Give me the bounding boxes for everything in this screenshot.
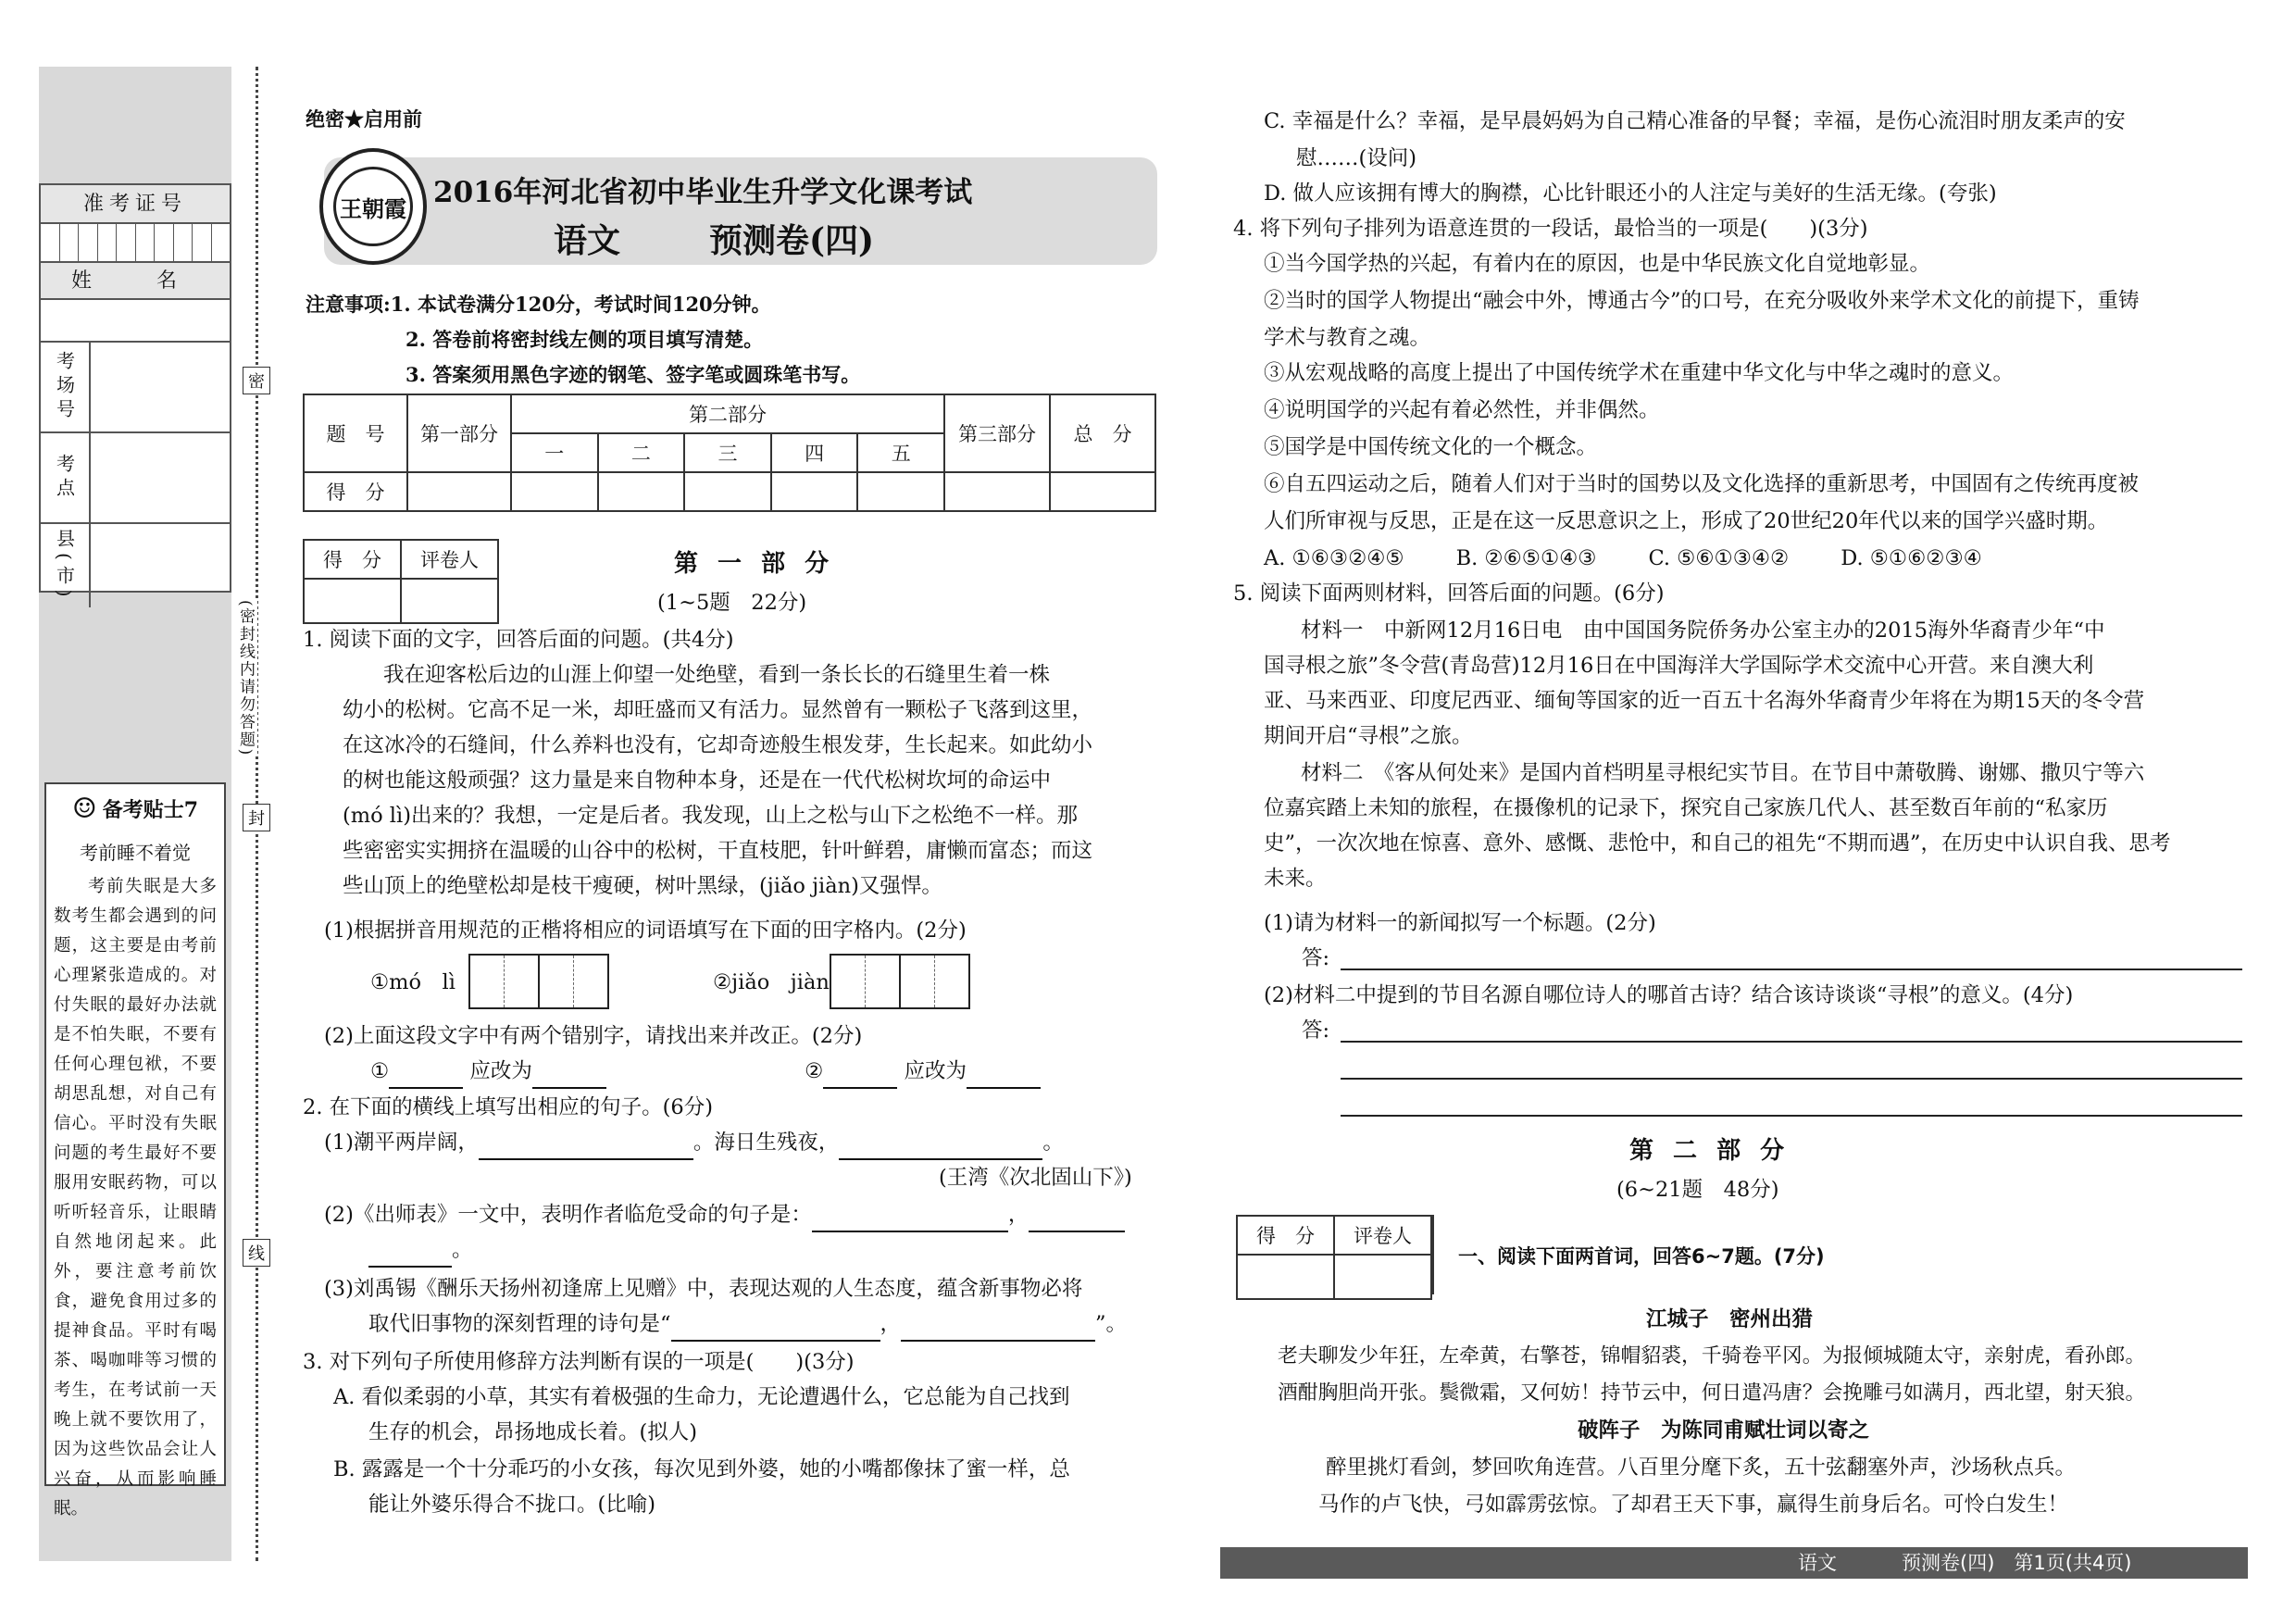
passage-line: (mó lì)出来的？我想，一定是后者。我发现，山上之松与山下之松绝不一样。那 (343, 804, 1078, 828)
grader-label: 评卷人 (1334, 1216, 1431, 1255)
tips-header (46, 784, 224, 832)
q4-option-B[interactable]: B. ②⑥⑤①④③ (1455, 546, 1597, 570)
q2-s3a: (3)刘禹锡《酬乐天扬州初逢席上见赠》中，表现达观的人生态度，蕴含新事物必将 (324, 1277, 1083, 1301)
material-2-line: 史”，一次次地在惊喜、意外、感慨、悲怆中，和自己的祖先“不期而遇”，在历史中认识自我、思考 (1264, 831, 2171, 856)
score-cell[interactable] (771, 472, 858, 511)
q3-B1: B. 露露是一个十分乖巧的小女孩，每次见到外婆，她的小嘴都像抹了蜜一样，总 (333, 1457, 1070, 1481)
candidate-info-box (39, 183, 231, 603)
q2-s1-source: (王湾《次北固山下》) (939, 1166, 1132, 1190)
footer-paper: 预测卷(四) (1902, 1552, 1995, 1574)
score-cell[interactable] (511, 472, 598, 511)
material-2 (1264, 756, 2171, 896)
q4-option-C[interactable]: C. ⑤⑥①③④② (1648, 546, 1790, 570)
notes-item-1: 1. 本试卷满分120分，考试时间120分钟。 (390, 293, 771, 316)
seal-char-mi: 密 (243, 367, 270, 394)
grader-box-divider (1432, 1215, 1434, 1294)
part2-header: 第二部分 (511, 394, 944, 433)
tips-text: 考前失眠是大多数考生都会遇到的问题，这主要是由考前心理紧张造成的。对付失眠的最好办法就是不怕失眠，不要有任何心理包袱，不要胡思乱想，对自己有信心。平时没有失眠问题的考生最好不要服用安眠药物，可以听听轻音乐，让眼睛自然地闭起来。此外，要注意考前饮食，避免食用过多的提神食品。平时有喝茶、喝咖啡等习惯的考生，在考试前一天晚上就不要饮用了，因为这些饮品会让人兴奋，从而影响睡眠。 (54, 877, 217, 1518)
material-2-line: 材料二 《客从何处来》是国内首档明星寻根纪实节目。在节目中萧敬腾、谢娜、撒贝宁等六 (1301, 761, 2145, 785)
ticket-number-label: 准考证号 (41, 185, 230, 224)
score-cell[interactable] (598, 472, 685, 511)
q3-B2: 能让外婆乐得合不拢口。(比喻) (368, 1493, 656, 1517)
material-1-line: 材料一 中新网12月16日电 由中国国务院侨务办公室主办的2015海外华裔青少年“中 (1301, 619, 2105, 643)
q5-answer-line-4[interactable] (1341, 1115, 2242, 1117)
q2-s3-end: ”。 (1095, 1312, 1128, 1336)
q5-answer-label-1: 答: (1302, 946, 1330, 970)
grader-score-cell[interactable] (304, 579, 401, 623)
q4-options (1264, 541, 1982, 576)
q1-stem: 1. 阅读下面的文字，回答后面的问题。(共4分) (303, 628, 734, 652)
q4-s6b: 人们所审视与反思，正是在这一反思意识之上，形成了20世纪20年代以来的国学兴盛时期。 (1264, 509, 2109, 533)
q1-passage (343, 657, 1092, 904)
poem2-title: 破阵子 为陈同甫赋壮词以寄之 (1578, 1418, 1870, 1443)
part3-header: 第三部分 (944, 394, 1050, 472)
part1-title: 第 一 部 分 (674, 550, 835, 578)
score-table (303, 394, 1156, 512)
grader-score-label: 得 分 (1237, 1216, 1334, 1255)
q3-A2: 生存的机会，昂扬地成长着。(拟人) (368, 1420, 698, 1444)
q4-s1: ①当今国学热的兴起，有着内在的原因，也是中华民族文化自觉地彰显。 (1264, 252, 1931, 276)
q4-option-A[interactable]: A. ①⑥③②④⑤ (1264, 546, 1404, 570)
exam-title: 2016年河北省初中毕业生升学文化课考试 (433, 176, 973, 209)
q2-s3-blank2[interactable] (901, 1316, 1095, 1342)
q4-s5: ⑤国学是中国传统文化的一个概念。 (1264, 435, 1598, 459)
q2-s3b (368, 1306, 1127, 1342)
q5-answer-line-2[interactable] (1341, 1041, 2242, 1043)
sub-header-3: 三 (684, 433, 771, 472)
q4-stem: 4. 将下列句子排列为语意连贯的一段话，最恰当的一项是( )(3分) (1233, 217, 1868, 241)
material-2-line: 未来。 (1264, 867, 1327, 891)
q2-s2 (324, 1197, 1125, 1232)
part1-range: (1~5题 22分) (657, 591, 807, 615)
notes-label: 注意事项: (306, 293, 391, 316)
passage-line: 的树也能这般顽强？这力量是来自物种本身，还是在一代代松树坎坷的命运中 (343, 769, 1052, 793)
sub-header-4: 四 (771, 433, 858, 472)
score-cell[interactable] (407, 472, 511, 511)
notes-item-2: 2. 答卷前将密封线左侧的项目填写清楚。 (406, 328, 764, 351)
fix2-blank[interactable] (823, 1063, 897, 1089)
grader-name-cell[interactable] (401, 579, 498, 623)
q4-s4: ④说明国学的兴起有着必然性，并非偶然。 (1264, 398, 1660, 422)
sub-header-5: 五 (857, 433, 944, 472)
q5-answer-line-3[interactable] (1341, 1078, 2242, 1080)
publisher-logo (319, 148, 427, 265)
poem1-line2: 酒酣胸胆尚开张。鬓微霜，又何妨！持节云中，何日遣冯唐？会挽雕弓如满月，西北望，射天狼。 (1278, 1381, 2146, 1405)
tips-header-text: 备考贴士7 (102, 797, 199, 822)
score-cell[interactable] (684, 472, 771, 511)
q3-A1: A. 看似柔弱的小草，其实有着极强的生命力，无论遭遇什么，它总能为自己找到 (333, 1385, 1070, 1409)
q2-s1 (324, 1125, 1064, 1160)
material-1-line: 亚、马来西亚、印度尼西亚、缅甸等国家的近一百五十名海外华裔青少年将在为期15天的冬令营 (1264, 689, 2145, 713)
grader-score-cell[interactable] (1237, 1255, 1334, 1299)
name-label: 姓 名 (41, 263, 230, 300)
q1-sub2: (2)上面这段文字中有两个错别字，请找出来并改正。(2分) (324, 1024, 863, 1048)
fix1-label: ① (370, 1059, 390, 1083)
q2-s2-cont (368, 1232, 473, 1268)
total-header: 总 分 (1050, 394, 1155, 472)
footer-page: 第1页(共4页) (2014, 1552, 2132, 1574)
fix1-blank[interactable] (389, 1063, 463, 1089)
q2-s3-comma: ， (880, 1312, 902, 1336)
part1-header: 第一部分 (407, 394, 511, 472)
q3-stem: 3. 对下列句子所使用修辞方法判断有误的一项是( )(3分) (303, 1350, 855, 1374)
q2-s3-blank1[interactable] (671, 1316, 880, 1342)
ticket-number-grid[interactable] (41, 224, 230, 263)
poem1-line1: 老夫聊发少年狂，左牵黄，右擎苍，锦帽貂裘，千骑卷平冈。为报倾城随太守，亲射虎，看孙郎。 (1278, 1344, 2146, 1368)
q3-D1: D. 做人应该拥有博大的胸襟，心比针眼还小的人注定与美好的生活无缘。(夸张) (1264, 181, 1997, 206)
fix1-correct-blank[interactable] (532, 1063, 606, 1089)
q2-s1-end: 。 (1042, 1131, 1064, 1155)
footer-subject: 语文 (1798, 1552, 1837, 1574)
score-row-label: 得 分 (304, 472, 407, 511)
q2-s3-text: 取代旧事物的深刻哲理的诗句是“ (368, 1312, 671, 1336)
grader-label: 评卷人 (401, 540, 498, 579)
logo-seal: 王朝霞 (333, 167, 413, 246)
page-footer-text (1798, 1548, 2132, 1576)
poem2-line2: 马作的卢飞快，弓如霹雳弦惊。了却君王天下事，赢得生前身后名。可怜白发生！ (1318, 1493, 2069, 1517)
q2-s2-text: (2)《出师表》一文中，表明作者临危受命的句子是： (324, 1203, 812, 1227)
fix1-mid: 应改为 (469, 1059, 532, 1083)
q4-s2a: ②当时的国学人物提出“融会中外，博通古今”的口号，在充分吸收外来学术文化的前提下，重铸 (1264, 289, 2140, 313)
q2-s1-text2: 。海日生残夜， (693, 1131, 840, 1155)
pinyin-2: ②jiǎo jiàn (713, 970, 830, 994)
q3-C2: 慰……(设问) (1296, 146, 1417, 170)
grader-box-part1 (303, 539, 499, 624)
q1-sub1: (1)根据拼音用规范的正楷将相应的词语填写在下面的田字格内。(2分) (324, 918, 967, 943)
fix2-label: ② (805, 1059, 824, 1083)
tips-title: 考前睡不着觉 (80, 842, 191, 864)
q2-stem: 2. 在下面的横线上填写出相应的句子。(6分) (303, 1095, 713, 1119)
exam-room-label: 考场号 (41, 343, 91, 431)
sub-header-2: 二 (598, 433, 685, 472)
secret-label: 绝密★启用前 (306, 107, 422, 131)
q2-s1-blank1[interactable] (479, 1134, 693, 1160)
score-cell[interactable] (1050, 472, 1155, 511)
score-cell[interactable] (944, 472, 1050, 511)
paper-name: 预测卷(四) (709, 221, 875, 260)
mascot-icon: ☺ (71, 792, 97, 825)
material-1-line: 国寻根之旅”冬令营(青岛营)12月16日在中国海洋大学国际学术交流中心开营。来自澳大利 (1264, 654, 2094, 678)
subject-name: 语文 (554, 221, 621, 260)
q2-s2-comma: ， (1007, 1203, 1029, 1227)
county-label: 县(市) (41, 524, 91, 607)
exam-tips-box (44, 782, 226, 1518)
notes (306, 287, 771, 322)
q2-s1-text: (1)潮平两岸阔， (324, 1131, 479, 1155)
fix2-correct-blank[interactable] (967, 1063, 1041, 1089)
q2-s2-blank1[interactable] (812, 1206, 1008, 1232)
grader-name-cell[interactable] (1334, 1255, 1431, 1299)
q5-stem: 5. 阅读下面两则材料，回答后面的问题。(6分) (1233, 581, 1665, 606)
score-cell[interactable] (857, 472, 944, 511)
grader-score-label: 得 分 (304, 540, 401, 579)
sub-header-1: 一 (511, 433, 598, 472)
exam-subtitle (554, 215, 874, 262)
material-1-line: 期间开启“寻根”之旅。 (1264, 724, 1473, 748)
notes-item-3: 3. 答案须用黑色字迹的钢笔、签字笔或圆珠笔书写。 (406, 363, 861, 386)
material-2-line: 位嘉宾踏上未知的旅程，在摄像机的记录下，探究自己家族几代人、甚至数百年前的“私家历 (1264, 796, 2108, 820)
q5-answer-line-1[interactable] (1341, 968, 2242, 970)
q2-s2-blank3[interactable] (368, 1242, 452, 1268)
q2-s2-blank2[interactable] (1029, 1206, 1125, 1232)
q-number-label: 题 号 (304, 394, 407, 472)
pinyin-1: ①mó lì (370, 970, 455, 994)
q1-fix-row (370, 1054, 1041, 1089)
q5-answer-label-2: 答: (1302, 1018, 1330, 1043)
seal-note: (密封线内请勿答题) (231, 600, 257, 756)
q5-sub2: (2)材料二中提到的节目名源自哪位诗人的哪首古诗？结合该诗谈谈“寻根”的意义。(4分) (1264, 983, 2074, 1007)
poem2-line1: 醉里挑灯看剑，梦回吹角连营。八百里分麾下炙，五十弦翻塞外声，沙场秋点兵。 (1326, 1456, 2077, 1480)
passage-line: 在这冰冷的石缝间，什么养料也没有，它却奇迹般生根发芽，生长起来。如此幼小 (343, 733, 1093, 757)
part2-intro: 一、阅读下面两首词，回答6~7题。(7分) (1458, 1245, 1825, 1268)
exam-site-row[interactable] (41, 433, 230, 524)
fix2-mid: 应改为 (904, 1059, 967, 1083)
passage-line: 些密密实实拥挤在温暖的山谷中的松树，干直枝肥，针叶鲜碧，庸懒而富态；而这 (343, 839, 1093, 863)
exam-room-row[interactable] (41, 343, 230, 433)
q4-s3: ③从宏观战略的高度上提出了中国传统学术在重建中华文化与中华之魂时的意义。 (1264, 361, 2015, 385)
part2-title: 第 二 部 分 (1629, 1137, 1791, 1165)
poem1-title: 江城子 密州出猎 (1646, 1307, 1814, 1331)
passage-line: 我在迎客松后边的山涯上仰望一处绝壁，看到一条长长的石缝里生着一株 (383, 663, 1051, 687)
material-1 (1264, 613, 2144, 754)
q4-option-D[interactable]: D. ⑤①⑥②③④ (1841, 546, 1982, 570)
q2-s2-end: 。 (452, 1238, 473, 1262)
exam-site-label: 考点 (41, 433, 91, 522)
passage-line: 些山顶上的绝壁松却是枝干瘦硬，树叶黑绿，(jiǎo jiàn)又强悍。 (343, 874, 942, 898)
tian-grid-2[interactable] (830, 954, 970, 1009)
tian-grid-1[interactable] (468, 954, 609, 1009)
name-field[interactable] (41, 300, 230, 343)
q3-C1: C. 幸福是什么？幸福，是早晨妈妈为自己精心准备的早餐；幸福，是伤心流泪时朋友柔声的安 (1264, 109, 2126, 133)
q4-s6a: ⑥自五四运动之后，随着人们对于当时的国势以及文化选择的重新思考，中国固有之传统再度被 (1264, 472, 2140, 496)
passage-line: 幼小的松树。它高不足一米，却旺盛而又有活力。显然曾有一颗松子飞落到这里， (343, 698, 1093, 722)
county-row[interactable] (41, 524, 230, 607)
seal-char-feng: 封 (243, 804, 270, 831)
grader-box-part2 (1236, 1215, 1432, 1300)
q5-sub1: (1)请为材料一的新闻拟写一个标题。(2分) (1264, 911, 1656, 935)
q2-s1-blank2[interactable] (839, 1134, 1042, 1160)
part2-range: (6~21题 48分) (1616, 1178, 1779, 1202)
q4-s2b: 学术与教育之魂。 (1264, 326, 1431, 350)
seal-char-xian: 线 (243, 1239, 270, 1267)
